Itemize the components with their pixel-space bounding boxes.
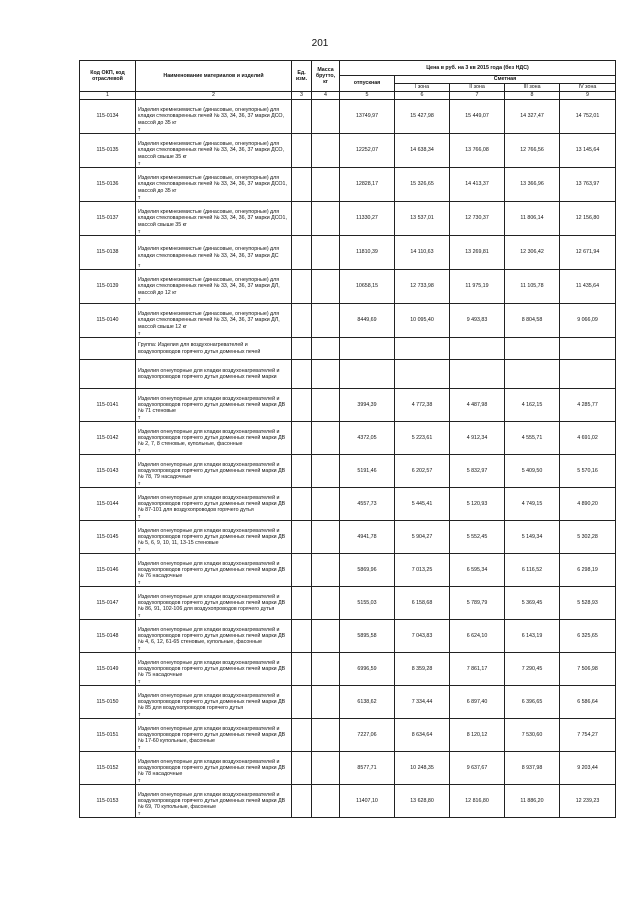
table-row: 115-0153 Изделия огнеупорные для кладки воздухонагревателей и воздухопроводов горячего дутья доменных печей марки ДВ № 69, 70 купольные, фасонные т 11407,10 13 628,80 12 816,80 11 886,20 12 239,23 [80, 785, 616, 818]
table-header [80, 61, 616, 100]
table-row: 115-0146 Изделия огнеупорные для кладки воздухонагревателей и воздухопроводов горячего дутья доменных печей марки ДВ № 76 насадочные т 5869,96 7 013,25 6 595,34 6 116,52 6 298,19 [80, 554, 616, 587]
header-release: отпускная [340, 76, 395, 92]
table-row: 115-0152 Изделия огнеупорные для кладки воздухонагревателей и воздухопроводов горячего дутья доменных печей марки ДВ № 78 насадочные т 8577,71 10 248,35 9 637,67 8 937,98 9 203,44 [80, 752, 616, 785]
group-row [80, 338, 616, 360]
table-row: 115-0149 Изделия огнеупорные для кладки воздухонагревателей и воздухопроводов горячего дутья доменных печей марки ДВ № 75 насадочные т 6996,59 8 359,28 7 861,17 7 290,45 7 506,98 [80, 653, 616, 686]
table-row: 115-0144 Изделия огнеупорные для кладки воздухонагревателей и воздухопроводов горячего дутья доменных печей марки ДВ № 87-101 для воздухопроводов горячего дутья т 4557,73 5 445,41 5 120,93 4 749,15 4 890,20 [80, 488, 616, 521]
table-row: 115-0137 Изделия кремнеземистые (динасовые, огнеупорные) для кладки стекловаренных печей № 33, 34, 36, 37 марки ДСО1, массой свыше 35 кг т 11330,27 13 537,01 12 730,37 11 806,14 12 156,80 [80, 202, 616, 236]
group-title: Группа: Изделия для воздухонагревателей и воздухопроводов горячего дутья доменных печей [136, 338, 292, 360]
header-price: Цена в руб. на 3 кв 2015 года (без НДС) [340, 61, 616, 76]
page-number: 201 [311, 38, 329, 49]
table-row: 115-0143 Изделия огнеупорные для кладки воздухонагревателей и воздухопроводов горячего дутья доменных печей марки ДВ № 78, 79 насадочные т 5191,46 6 202,57 5 832,97 5 409,50 5 570,16 [80, 455, 616, 488]
table-row: 115-0136 Изделия кремнеземистые (динасовые, огнеупорные) для кладки стекловаренных печей № 33, 34, 36, 37 марки ДСО1, массой до 35 кг т 12828,17 15 326,65 14 413,37 13 366,96 13 763,97 [80, 168, 616, 202]
header-zone3: III зона [505, 84, 560, 92]
price-table [79, 60, 616, 818]
table-row: 115-0150 Изделия огнеупорные для кладки воздухонагревателей и воздухопроводов горячего дутья доменных печей марки ДВ № 85 для воздухопроводов горячего дутья т 6138,62 7 334,44 6 897,40 6 396,65 6 586,64 [80, 686, 616, 719]
column-numbers-row: 1 2 3 4 5 6 7 8 9 [80, 92, 616, 100]
table-row: 115-0148 Изделия огнеупорные для кладки воздухонагревателей и воздухопроводов горячего дутья доменных печей марки ДВ № 4, 6, 12, 61-65 стеновые, купольные, фасонные т 5895,58 7 043,83 6 624,10 6 143,19 6 325,65 [80, 620, 616, 653]
header-estimate: Сметная [395, 76, 616, 84]
header-mass: Масса брутто, кг [312, 61, 340, 92]
header-zone4: IV зона [560, 84, 616, 92]
subgroup-title: Изделия огнеупорные для кладки воздухонагревателей и воздухопроводов горячего дутья доменных печей марки [136, 360, 292, 389]
header-zone2: II зона [450, 84, 505, 92]
table-body [80, 100, 616, 818]
table-row: 115-0134 Изделия кремнеземистые (динасовые, огнеупорные) для кладки стекловаренных печей № 33, 34, 36, 37 марки ДСО, массой до 35 кг т 13749,97 15 427,98 15 449,07 14 327,47 14 752,01 [80, 100, 616, 134]
table-row: 115-0138 Изделия кремнеземистые (динасовые, огнеупорные) для кладки стекловаренных печей № 33, 34, 36, 37 марки ДС т 11810,39 14 110,63 13 269,81 12 306,42 12 671,94 [80, 236, 616, 270]
table-row: 115-0140 Изделия кремнеземистые (динасовые, огнеупорные) для кладки стекловаренных печей № 33, 34, 36, 37 марки ДЛ, массой свыше 12 кг т 8449,69 10 095,40 9 493,83 8 804,58 9 066,09 [80, 304, 616, 338]
table-row: 115-0151 Изделия огнеупорные для кладки воздухонагревателей и воздухопроводов горячего дутья доменных печей марки ДВ № 17-60 купольные, фасонные т 7227,06 8 634,64 8 120,12 7 530,60 7 754,27 [80, 719, 616, 752]
header-unit: Ед. изм. [292, 61, 312, 92]
table-row: 115-0139 Изделия кремнеземистые (динасовые, огнеупорные) для кладки стекловаренных печей № 33, 34, 36, 37 марки ДЛ, массой до 12 кг т 10658,15 12 733,98 11 975,19 11 105,78 11 435,64 [80, 270, 616, 304]
table-row: 115-0142 Изделия огнеупорные для кладки воздухонагревателей и воздухопроводов горячего дутья доменных печей марки ДВ № 2, 7, 8 стеновые, купольные, фасонные т 4372,05 5 223,61 4 912,34 4 555,71 4 691,02 [80, 422, 616, 455]
header-name: Наименование материалов и изделий [136, 61, 292, 92]
header-code: Код ОКП, код отраслевой [80, 61, 136, 92]
subgroup-row [80, 360, 616, 389]
table-row: 115-0141 Изделия огнеупорные для кладки воздухонагревателей и воздухопроводов горячего дутья доменных печей марки ДВ № 71 стеновые т 3994,39 4 772,38 4 487,98 4 162,15 4 285,77 [80, 389, 616, 422]
table-row: 115-0135 Изделия кремнеземистые (динасовые, огнеупорные) для кладки стекловаренных печей № 33, 34, 36, 37 марки ДСО, массой свыше 35 кг т 12252,07 14 638,34 13 766,08 12 766,56 13 145,64 [80, 134, 616, 168]
table-row: 115-0145 Изделия огнеупорные для кладки воздухонагревателей и воздухопроводов горячего дутья доменных печей марки ДВ № 5, 6, 9, 10, 11, 13-15 стеновые т 4941,78 5 904,27 5 552,45 5 149,34 5 302,28 [80, 521, 616, 554]
header-zone1: I зона [395, 84, 450, 92]
table-row: 115-0147 Изделия огнеупорные для кладки воздухонагревателей и воздухопроводов горячего дутья доменных печей марки ДВ № 86, 91, 102-106 для воздухопроводов горячего дутья т 5155,03 6 158,68 5 789,79 5 369,45 5 528,93 [80, 587, 616, 620]
